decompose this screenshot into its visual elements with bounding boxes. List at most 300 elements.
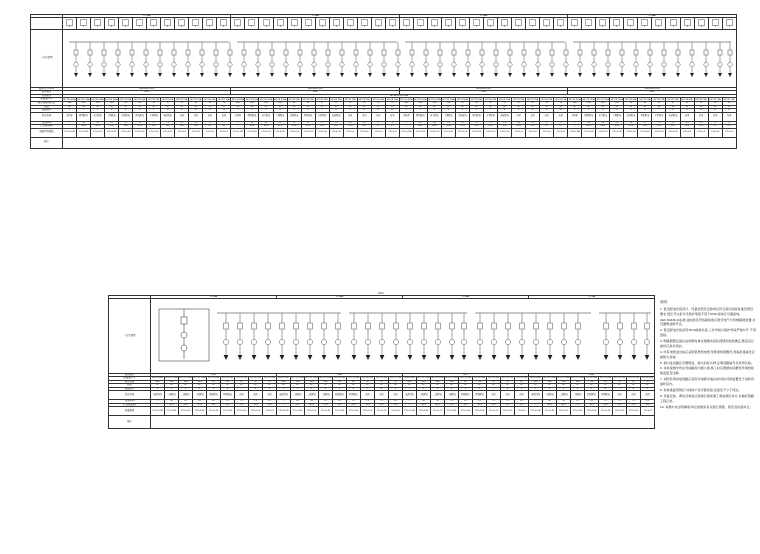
- breaker-cell: MCCB 160A: [91, 98, 104, 101]
- circuit-no-cell: 5: [585, 387, 599, 391]
- rating-cell: 16: [385, 102, 399, 106]
- breaker-cell: MCCB 16A: [709, 98, 721, 101]
- rating-cell: 400: [399, 102, 413, 106]
- current-cell: 28.5: [624, 125, 638, 129]
- rating-cell: 160: [305, 380, 319, 384]
- rating-cell: 16: [371, 102, 385, 106]
- kw-cell: —: [403, 400, 417, 404]
- rating-cell: 63: [301, 102, 315, 106]
- poles-cell: 3P: [529, 384, 543, 388]
- kw-cell: 35: [431, 400, 445, 404]
- poles-cell: 3P: [333, 384, 347, 388]
- rating-cell: 63: [333, 380, 347, 384]
- poles-cell: 3P: [585, 384, 599, 388]
- kw-cell: 11: [470, 121, 484, 125]
- kw-cell: 50: [291, 400, 305, 404]
- load-cell: 备用: [371, 112, 385, 121]
- breaker-cell: ACB 630A: [404, 377, 415, 380]
- rating-cell: 63: [221, 380, 235, 384]
- cable-cell: YJV-4×16: [221, 407, 235, 416]
- circuit-no-cell: 1: [63, 109, 77, 113]
- poles-cell: 3P: [77, 105, 91, 109]
- breaker-cell: MCCB 63A: [600, 377, 611, 380]
- circuit-no-cell: 2: [417, 387, 431, 391]
- current-cell: 5.7: [540, 125, 554, 129]
- circuit-no-cell: 11: [203, 109, 217, 113]
- cable-cell: YJV-4×70: [557, 407, 571, 416]
- kw-cell: 7.5: [487, 400, 501, 404]
- cable-cell: YJV-4×10: [501, 407, 515, 416]
- circuit-no-cell: 5: [119, 109, 133, 113]
- current-cell: 14.2: [147, 125, 161, 129]
- breaker-cell: MCCB 16A: [372, 98, 384, 101]
- rating-cell: 100: [273, 102, 287, 106]
- load-cell: 电源进线: [403, 391, 417, 400]
- load-cell: 二层配电: [305, 391, 319, 400]
- cable-cell: YJV-4×70: [431, 407, 445, 416]
- panel-group-2: 1#-2AA: [231, 15, 399, 18]
- current-cell: 14.2: [361, 403, 375, 407]
- kw-cell: 15: [455, 121, 469, 125]
- kw-cell: 22: [441, 121, 455, 125]
- breaker-cell: MCCB 63A: [302, 98, 314, 101]
- cable-cell: YJV-4×10: [666, 128, 680, 137]
- circuit-no-cell: 3: [259, 109, 273, 113]
- current-cell: 14.2: [498, 125, 512, 129]
- circuit-no-cell: 7: [613, 387, 627, 391]
- kw-cell: 45: [413, 121, 427, 125]
- rating-cell: 25: [512, 102, 526, 106]
- poles-cell: 3P: [235, 384, 249, 388]
- poles-cell: 3P: [179, 384, 193, 388]
- load-cell: 风机配电: [470, 112, 484, 121]
- kw-cell: —: [399, 121, 413, 125]
- rating-cell: 63: [470, 102, 484, 106]
- circuit-no-cell: 5: [459, 387, 473, 391]
- breaker-cell: MCCB 63A: [348, 377, 359, 380]
- device-symbol-cell: [427, 18, 441, 29]
- cable-cell: YJV-4×6: [694, 128, 708, 137]
- rating-cell: 63: [455, 102, 469, 106]
- load-cell: 备用: [375, 391, 389, 400]
- poles-cell: 3P: [301, 105, 315, 109]
- lower-single-line-row: [109, 299, 655, 373]
- breaker-cell: MCCB 400A: [63, 98, 76, 101]
- panel-group-4: 1#-4AA: [568, 15, 736, 18]
- kw-cell: 15: [473, 400, 487, 404]
- current-cell: 34.2: [585, 403, 599, 407]
- note-item: 10. 本图中未注明事项,均应按国家有关现行规程、规范及标准执行。: [660, 404, 753, 409]
- cable-cell: YJV-4×6: [175, 128, 189, 137]
- breaker-cell: MCCB 250A: [165, 377, 178, 380]
- load-cell: 空调配电: [441, 112, 455, 121]
- poles-cell: 3P: [638, 105, 652, 109]
- poles-cell: 3P: [543, 384, 557, 388]
- load-cell: 备用: [641, 391, 655, 400]
- poles-cell: 3P: [217, 105, 231, 109]
- note-item: (IEC 60439-1)标准,进线柜及母线联络柜应装设电气与机械联锁装置,并设置明显断开点。: [660, 317, 756, 327]
- poles-cell: 3P: [470, 105, 484, 109]
- current-cell: 10.4: [680, 125, 694, 129]
- load-cell: 一层配电: [291, 391, 305, 400]
- upper-system-diagram: [30, 14, 736, 149]
- poles-cell: 3P: [375, 384, 389, 388]
- breaker-cell: MCCB 16A: [541, 98, 553, 101]
- poles-cell: 3P: [582, 105, 596, 109]
- breaker-cell: MCCB 250A: [543, 377, 556, 380]
- current-cell: 5.7: [722, 125, 736, 129]
- rating-cell: 25: [263, 380, 277, 384]
- current-cell: 5.7: [708, 125, 722, 129]
- bus-label-6: AA6: [277, 373, 403, 377]
- breaker-cell: MCCB 400A: [568, 98, 581, 101]
- circuit-no-cell: 2: [77, 109, 91, 113]
- cable-cell: YJV-4×35: [441, 128, 455, 137]
- rating-cell: 32: [249, 380, 263, 384]
- rating-cell: 16: [540, 102, 554, 106]
- device-symbol-cell: [708, 18, 722, 29]
- breaker-cell: MCCB 25A: [176, 98, 188, 101]
- breaker-cell: MCCB 63A: [639, 98, 651, 101]
- breaker-cell: MCCB 100A: [610, 98, 623, 101]
- device-symbol-cell: [77, 18, 91, 29]
- load-cell: 屋面配电: [221, 391, 235, 400]
- rating-cell: 250: [291, 380, 305, 384]
- kw-cell: 30: [91, 121, 105, 125]
- cable-cell: YJV-4×70: [596, 128, 610, 137]
- circuit-no-cell: 6: [599, 387, 613, 391]
- current-cell: 10.4: [189, 125, 203, 129]
- current-cell: 47.4: [571, 403, 585, 407]
- load-cell: 备用: [627, 391, 641, 400]
- breaker-cell: MCCB 250A: [291, 377, 304, 380]
- cable-cell: YJV-4×240: [403, 407, 417, 416]
- circuit-no-cell: 1: [231, 109, 245, 113]
- device-symbol-cell: [189, 18, 203, 29]
- circuit-no-cell: 10: [526, 109, 540, 113]
- cable-cell: YJV-4×6: [526, 128, 540, 137]
- breaker-cell: MCCB 100A: [571, 377, 584, 380]
- current-cell: —: [63, 125, 77, 129]
- load-cell: 二层配电: [557, 391, 571, 400]
- cable-cell: YJV-4×35: [105, 128, 119, 137]
- upper-load-name-row: [31, 112, 737, 121]
- poles-cell: 3P: [680, 105, 694, 109]
- load-cell: 消防配电: [624, 112, 638, 121]
- circuit-no-cell: 2: [582, 109, 596, 113]
- breaker-cell: MCCB 32A: [628, 377, 639, 380]
- current-cell: 14.2: [613, 403, 627, 407]
- cable-cell: YJV-4×240: [529, 407, 543, 416]
- cable-cell: YJV-4×16: [133, 128, 147, 137]
- current-cell: 5.7: [203, 125, 217, 129]
- kw-cell: 3: [708, 121, 722, 125]
- device-symbol-cell: [722, 18, 736, 29]
- circuit-no-cell: 9: [680, 109, 694, 113]
- circuit-no-cell: 9: [263, 387, 277, 391]
- breaker-cell: MCCB 25A: [681, 98, 693, 101]
- note-item: 2. 低压配电系统采用TN-S接地系统,工作零线与保护零线严格分开,不得混接。: [660, 328, 756, 338]
- circuit-no-cell: 9: [512, 109, 526, 113]
- cable-cell: YJV-4×6: [343, 128, 357, 137]
- load-cell: 四层配电: [585, 391, 599, 400]
- current-cell: 5.7: [217, 125, 231, 129]
- poles-cell: 3P: [389, 384, 403, 388]
- circuit-no-cell: 8: [329, 109, 343, 113]
- row-title-poles: 极数: [31, 105, 63, 109]
- current-cell: 41.8: [105, 125, 119, 129]
- lower-dim-label: 10m²: [378, 292, 384, 295]
- panel-group-8: 1#-7AA: [529, 296, 655, 299]
- circuit-no-cell: 2: [291, 387, 305, 391]
- cable-cell: YJV-4×10: [361, 407, 375, 416]
- cable-cell: YJV-4×95: [582, 128, 596, 137]
- current-cell: 66.4: [305, 403, 319, 407]
- poles-cell: 3P: [694, 105, 708, 109]
- cable-cell: YJV-4×10: [315, 128, 329, 137]
- load-cell: 备用: [235, 391, 249, 400]
- cable-cell: YJV-4×185: [231, 128, 245, 137]
- current-cell: 94.9: [291, 403, 305, 407]
- poles-cell: 3P: [207, 384, 221, 388]
- kw-cell: 45: [582, 121, 596, 125]
- device-symbol-cell: [652, 18, 666, 29]
- device-symbol-cell: [343, 18, 357, 29]
- rating-cell: 32: [484, 102, 498, 106]
- circuit-no-cell: 5: [207, 387, 221, 391]
- upper-remark-row: [31, 137, 737, 148]
- device-symbol-cell: [63, 18, 77, 29]
- breaker-cell: MCCB 100A: [319, 377, 332, 380]
- device-symbol-cell: [498, 18, 512, 29]
- cable-cell: YJV-4×10: [487, 407, 501, 416]
- breaker-cell: MCCB 100A: [445, 377, 458, 380]
- cable-cell: YJV-4×4: [371, 128, 385, 137]
- circuit-no-cell: 3: [305, 387, 319, 391]
- load-cell: 空调配电: [273, 112, 287, 121]
- load-cell: 备用: [515, 391, 529, 400]
- current-cell: 5.7: [371, 125, 385, 129]
- cable-cell: YJV-4×185: [568, 128, 582, 137]
- current-cell: 66.4: [557, 403, 571, 407]
- cable-cell: YJV-4×4: [554, 128, 568, 137]
- circuit-no-cell: 6: [301, 109, 315, 113]
- current-cell: 20.9: [470, 125, 484, 129]
- breaker-cell: MCCB 63A: [288, 98, 300, 101]
- poles-cell: 3P: [319, 384, 333, 388]
- load-cell: 动力配电: [427, 112, 441, 121]
- circuit-no-cell: 7: [235, 387, 249, 391]
- kw-cell: 5.5: [389, 400, 403, 404]
- circuit-no-cell: 4: [445, 387, 459, 391]
- current-cell: 10.4: [263, 403, 277, 407]
- load-cell: 动力配电: [259, 112, 273, 121]
- current-cell: 5.7: [385, 125, 399, 129]
- current-cell: 94.9: [543, 403, 557, 407]
- note-item: 7. 消防负荷供电回路应采用双电源末端自动切换,切换装置设于消防设备机房内。: [660, 377, 755, 387]
- circuit-no-cell: 4: [441, 109, 455, 113]
- current-cell: 56.9: [259, 125, 273, 129]
- circuit-no-cell: 9: [515, 387, 529, 391]
- breaker-cell: ACB 630A: [152, 377, 163, 380]
- lower-cable-row: [109, 407, 655, 416]
- poles-cell: 3P: [231, 105, 245, 109]
- current-cell: 10.4: [389, 403, 403, 407]
- poles-cell: 3P: [624, 105, 638, 109]
- device-symbol-cell: [273, 18, 287, 29]
- circuit-no-cell: 3: [91, 109, 105, 113]
- device-symbol-cell: [161, 18, 175, 29]
- circuit-no-cell: 8: [249, 387, 263, 391]
- poles-cell: 3P: [652, 105, 666, 109]
- current-cell: 94.9: [417, 403, 431, 407]
- kw-cell: 50: [165, 400, 179, 404]
- load-cell: 备用: [722, 112, 736, 121]
- breaker-cell: MCCB 100A: [442, 98, 455, 101]
- kw-cell: 3: [554, 121, 568, 125]
- row-title-kw: 容量(kW): [31, 121, 63, 125]
- row-title-circuit-no: 回路编号: [109, 387, 151, 391]
- rating-cell: 16: [722, 102, 736, 106]
- poles-cell: 3P: [263, 384, 277, 388]
- cable-cell: YJV-4×95: [77, 128, 91, 137]
- cable-cell: YJV-4×35: [610, 128, 624, 137]
- kw-cell: 45: [245, 121, 259, 125]
- rating-cell: 160: [431, 380, 445, 384]
- poles-cell: 3P: [347, 384, 361, 388]
- circuit-no-cell: 11: [371, 109, 385, 113]
- circuit-no-cell: 1: [568, 109, 582, 113]
- rating-cell: 32: [375, 380, 389, 384]
- cable-cell: YJV-4×10: [613, 407, 627, 416]
- rating-cell: 100: [193, 380, 207, 384]
- upper-device-symbol-row: [31, 18, 737, 29]
- breaker-cell: MCCB 100A: [193, 377, 206, 380]
- remark-cell: [63, 137, 737, 148]
- cable-cell: YJV-4×16: [599, 407, 613, 416]
- circuit-no-cell: 1: [529, 387, 543, 391]
- current-cell: —: [151, 403, 165, 407]
- breaker-cell: MCCB 250A: [582, 98, 595, 101]
- current-cell: 10.4: [357, 125, 371, 129]
- kw-cell: 7.5: [498, 121, 512, 125]
- rating-cell: 100: [319, 380, 333, 384]
- rating-cell: 25: [389, 380, 403, 384]
- kw-cell: —: [277, 400, 291, 404]
- rating-cell: 16: [203, 102, 217, 106]
- rating-cell: 100: [445, 380, 459, 384]
- poles-cell: 3P: [599, 384, 613, 388]
- rating-cell: 160: [557, 380, 571, 384]
- poles-cell: 3P: [459, 384, 473, 388]
- kw-cell: 7.5: [249, 400, 263, 404]
- breaker-cell: MCCB 63A: [625, 98, 637, 101]
- cable-cell: YJV-4×16: [301, 128, 315, 137]
- cable-cell: YJV-4×16: [287, 128, 301, 137]
- lower-remark-row: [109, 416, 655, 429]
- circuit-no-cell: 3: [427, 109, 441, 113]
- load-cell: 二层配电: [179, 391, 193, 400]
- current-cell: 66.4: [431, 403, 445, 407]
- kw-cell: 15: [119, 121, 133, 125]
- circuit-no-cell: 1: [277, 387, 291, 391]
- cable-cell: YJV-4×95: [543, 407, 557, 416]
- cable-cell: YJV-4×16: [638, 128, 652, 137]
- circuit-no-cell: 4: [571, 387, 585, 391]
- device-symbol-cell: [217, 18, 231, 29]
- system-voltage: AC380/220V 50Hz: [63, 94, 737, 98]
- load-cell: 空调配电: [610, 112, 624, 121]
- device-symbol-cell: [568, 18, 582, 29]
- rating-cell: 400: [568, 102, 582, 106]
- kw-cell: 45: [77, 121, 91, 125]
- row-title-remark: 备注: [109, 416, 151, 429]
- circuit-no-cell: 10: [357, 109, 371, 113]
- circuit-no-cell: 5: [287, 109, 301, 113]
- device-symbol-cell: [441, 18, 455, 29]
- breaker-cell: MCCB 63A: [134, 98, 146, 101]
- poles-cell: 3P: [554, 105, 568, 109]
- device-symbol-cell: [484, 18, 498, 29]
- kw-cell: 7.5: [484, 121, 498, 125]
- cable-cell: YJV-4×10: [375, 407, 389, 416]
- poles-cell: 3P: [189, 105, 203, 109]
- load-cell: 电源进线: [529, 391, 543, 400]
- current-cell: 28.5: [347, 403, 361, 407]
- device-symbol-cell: [512, 18, 526, 29]
- breaker-cell: MCCB 160A: [179, 377, 192, 380]
- rating-cell: 25: [526, 102, 540, 106]
- current-cell: 14.2: [666, 125, 680, 129]
- kw-cell: 22: [105, 121, 119, 125]
- breaker-cell: MCCB 32A: [488, 377, 499, 380]
- cable-cell: YJV-4×35: [445, 407, 459, 416]
- breaker-cell: MCCB 32A: [502, 377, 513, 380]
- load-cell: 备用: [361, 391, 375, 400]
- breaker-cell: MCCB 16A: [218, 98, 230, 101]
- current-cell: 41.8: [610, 125, 624, 129]
- rating-cell: 160: [259, 102, 273, 106]
- kw-cell: 7.5: [652, 121, 666, 125]
- cable-cell: YJV-4×6: [641, 407, 655, 416]
- device-symbol-cell: [694, 18, 708, 29]
- load-cell: 备用: [217, 112, 231, 121]
- load-cell: 进线柜: [231, 112, 245, 121]
- poles-cell: 3P: [203, 105, 217, 109]
- cable-cell: YJV-4×4: [540, 128, 554, 137]
- cable-cell: YJV-4×16: [473, 407, 487, 416]
- lower-single-line-canvas: [151, 299, 655, 373]
- kw-cell: 5.5: [175, 121, 189, 125]
- rating-cell: 160: [179, 380, 193, 384]
- load-cell: 三层配电: [193, 391, 207, 400]
- kw-cell: 3: [371, 121, 385, 125]
- cable-cell: YJV-4×4: [722, 128, 736, 137]
- remark-cell: [151, 416, 655, 429]
- current-cell: —: [277, 403, 291, 407]
- breaker-cell: MCCB 32A: [316, 98, 328, 101]
- kw-cell: 5.5: [343, 121, 357, 125]
- device-symbol-cell: [582, 18, 596, 29]
- rating-cell: 25: [175, 102, 189, 106]
- device-symbol-cell: [666, 18, 680, 29]
- breaker-cell: MCCB 32A: [485, 98, 497, 101]
- poles-cell: 3P: [151, 384, 165, 388]
- breaker-cell: MCCB 63A: [586, 377, 597, 380]
- current-cell: —: [403, 403, 417, 407]
- kw-cell: 3: [217, 121, 231, 125]
- poles-cell: 3P: [259, 105, 273, 109]
